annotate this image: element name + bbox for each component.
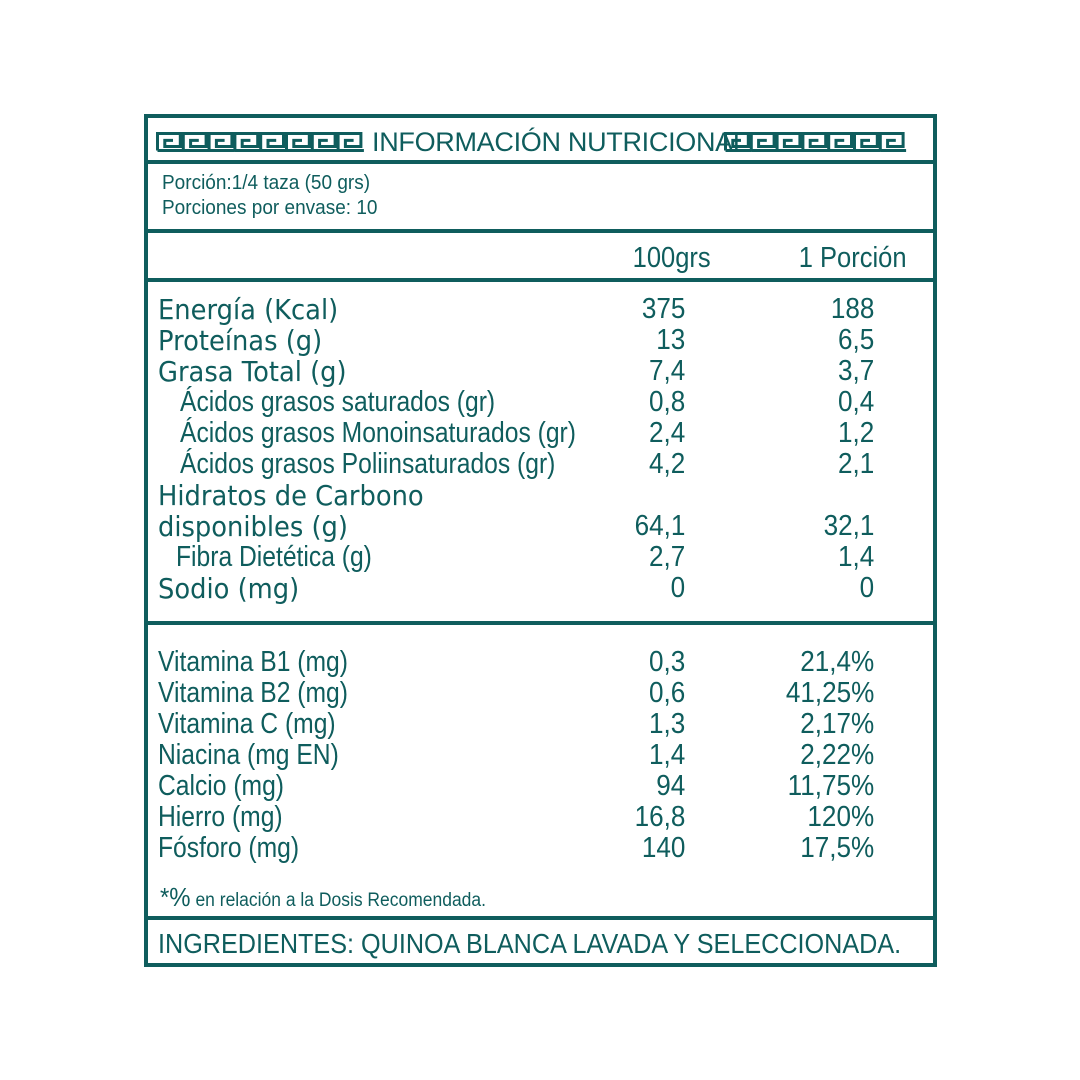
column-header-portion: 1 Porción bbox=[799, 242, 907, 274]
nutrient-value-portion: 6,5 bbox=[837, 324, 874, 356]
vitamin-value-100g: 1,3 bbox=[648, 708, 685, 740]
vitamin-row bbox=[148, 771, 933, 802]
vitamin-value-100g: 140 bbox=[641, 832, 685, 864]
nutrient-value-100g: 4,2 bbox=[648, 448, 685, 480]
vitamin-row bbox=[148, 833, 933, 864]
vitamin-percent: 17,5% bbox=[799, 832, 874, 864]
vitamin-value-100g: 0,3 bbox=[648, 646, 685, 678]
vitamin-value-100g: 94 bbox=[655, 770, 685, 802]
nutrient-value-100g: 13 bbox=[655, 324, 685, 356]
nutrient-row bbox=[148, 449, 933, 480]
vitamin-row bbox=[148, 709, 933, 740]
vitamin-name: Hierro (mg) bbox=[158, 801, 283, 833]
nutrient-name: Proteínas (g) bbox=[158, 324, 323, 357]
label-title: INFORMACIÓN NUTRICIONAL bbox=[372, 127, 748, 157]
divider bbox=[148, 278, 933, 282]
greek-key-meander-icon bbox=[156, 132, 364, 152]
nutrient-value-100g: 0 bbox=[670, 572, 685, 604]
meander-pattern-path bbox=[158, 134, 364, 151]
nutrient-value-100g: 0,8 bbox=[648, 386, 685, 418]
nutrient-name: disponibles (g) bbox=[158, 510, 348, 543]
vitamin-name: Fósforo (mg) bbox=[158, 832, 300, 864]
nutrient-row bbox=[148, 573, 933, 604]
footnote bbox=[160, 882, 486, 913]
nutrient-value-portion: 32,1 bbox=[823, 510, 874, 542]
divider bbox=[148, 621, 933, 625]
title-band bbox=[148, 118, 933, 164]
nutrient-value-100g: 2,4 bbox=[648, 417, 685, 449]
nutrient-row bbox=[148, 418, 933, 449]
servings-per-package: Porciones por envase: 10 bbox=[162, 197, 378, 219]
nutrient-value-portion: 0,4 bbox=[837, 386, 874, 418]
nutrient-name: Hidratos de Carbono bbox=[158, 479, 424, 512]
serving-size: Porción:1/4 taza (50 grs) bbox=[162, 172, 371, 194]
vitamin-percent: 21,4% bbox=[799, 646, 874, 678]
nutrient-name: Grasa Total (g) bbox=[158, 355, 347, 388]
vitamin-name: Vitamina B1 (mg) bbox=[158, 646, 348, 678]
nutrient-row bbox=[148, 387, 933, 418]
nutrient-value-portion: 2,1 bbox=[837, 448, 874, 480]
nutrient-name: Sodio (mg) bbox=[158, 572, 300, 605]
footnote-text: en relación a la Dosis Recomendada. bbox=[190, 890, 486, 911]
nutrient-row bbox=[148, 325, 933, 356]
vitamin-percent: 41,25% bbox=[785, 677, 874, 709]
divider bbox=[148, 229, 933, 233]
vitamin-name: Vitamina B2 (mg) bbox=[158, 677, 348, 709]
column-header-100g: 100grs bbox=[632, 242, 711, 274]
vitamin-percent: 11,75% bbox=[787, 770, 874, 802]
vitamin-percent: 2,22% bbox=[799, 739, 874, 771]
vitamin-value-100g: 0,6 bbox=[648, 677, 685, 709]
nutrient-value-portion: 188 bbox=[830, 293, 874, 325]
divider bbox=[148, 916, 933, 920]
nutrient-value-portion: 0 bbox=[859, 572, 874, 604]
vitamin-percent: 120% bbox=[807, 801, 874, 833]
nutrient-value-100g: 7,4 bbox=[648, 355, 685, 387]
nutrient-row bbox=[148, 542, 933, 573]
vitamin-row bbox=[148, 647, 933, 678]
vitamin-name: Calcio (mg) bbox=[158, 770, 285, 802]
nutrient-value-100g: 375 bbox=[641, 293, 685, 325]
nutrient-name: Ácidos grasos Monoinsaturados (gr) bbox=[180, 417, 576, 449]
nutrition-facts-label bbox=[144, 114, 937, 967]
vitamin-value-100g: 1,4 bbox=[648, 739, 685, 771]
nutrient-row bbox=[148, 511, 933, 542]
vitamin-percent: 2,17% bbox=[799, 708, 874, 740]
nutrient-name: Ácidos grasos Poliinsaturados (gr) bbox=[180, 448, 556, 480]
nutrient-name: Fibra Dietética (g) bbox=[176, 541, 372, 573]
meander-pattern-path bbox=[726, 134, 907, 151]
nutrient-value-portion: 1,2 bbox=[837, 417, 874, 449]
nutrient-value-portion: 1,4 bbox=[837, 541, 874, 573]
greek-key-meander-icon bbox=[724, 132, 930, 152]
footnote-marker: *% bbox=[160, 882, 191, 912]
vitamin-value-100g: 16,8 bbox=[634, 801, 685, 833]
vitamin-name: Vitamina C (mg) bbox=[158, 708, 336, 740]
nutrient-value-100g: 64,1 bbox=[634, 510, 685, 542]
nutrient-name: Ácidos grasos saturados (gr) bbox=[180, 386, 496, 418]
nutrient-row bbox=[148, 480, 933, 511]
nutrient-row bbox=[148, 356, 933, 387]
ingredients-text: INGREDIENTES: QUINOA BLANCA LAVADA Y SELECCIONADA. bbox=[158, 928, 902, 959]
vitamin-name: Niacina (mg EN) bbox=[158, 739, 339, 771]
serving-info bbox=[162, 171, 377, 221]
vitamin-row bbox=[148, 802, 933, 833]
nutrient-value-100g: 2,7 bbox=[648, 541, 685, 573]
vitamin-row bbox=[148, 678, 933, 709]
divider bbox=[148, 160, 933, 164]
vitamin-row bbox=[148, 740, 933, 771]
nutrient-row bbox=[148, 294, 933, 325]
nutrient-value-portion: 3,7 bbox=[837, 355, 874, 387]
nutrient-name: Energía (Kcal) bbox=[158, 293, 339, 326]
